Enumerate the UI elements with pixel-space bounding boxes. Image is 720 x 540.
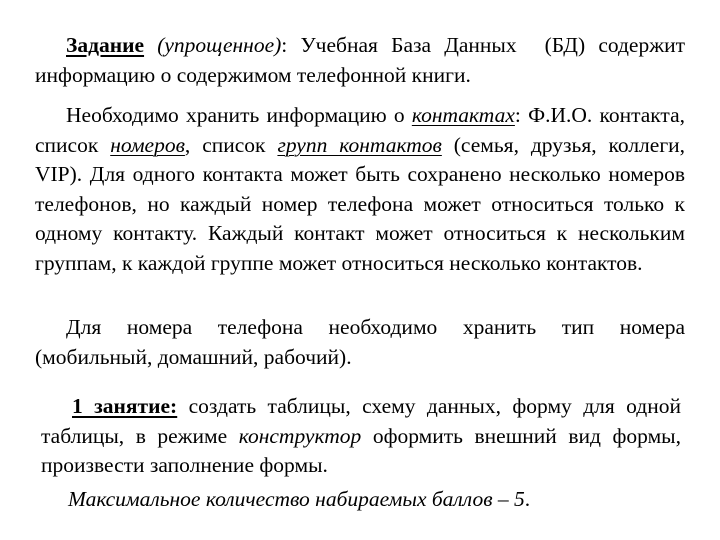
task-subtitle: (упрощенное): [157, 33, 282, 57]
max-score-dash: –: [492, 487, 515, 511]
requirements-paragraph: [35, 101, 685, 278]
task-paragraph: [35, 31, 685, 90]
phone-type-text: Для номера телефона необходимо хранить тип номера (мобильный, домашний, рабочий).: [35, 315, 685, 369]
lesson-paragraph: [41, 392, 681, 481]
phone-type-paragraph: [35, 313, 685, 372]
max-score-value: 5: [514, 487, 525, 511]
task-intro-a: Учебная База Данных: [300, 33, 517, 57]
max-score-line: [68, 485, 688, 515]
req-text-4: (семья, друзья, коллеги, VIP). Для одного контакта может быть сохранено несколько номеров телефонов, но каждый номер телефона может относиться только к одному контакту. Каждый контакт может относиться к нескольким группам, к каждой группе может относиться несколько контактов.: [35, 132, 686, 275]
req-text-1: Необходимо хранить информацию о: [66, 103, 412, 127]
term-constructor: конструктор: [238, 423, 362, 448]
task-intro-b: (БД) содержит информацию о содержимом телефонной книги.: [35, 33, 685, 87]
task-title: Задание: [66, 33, 145, 57]
lesson-text-1: создать таблицы, схему данных, форму для одной таблицы, в режиме: [41, 394, 681, 448]
term-numbers: номеров: [110, 132, 185, 157]
max-score-text: Максимальное количество набираемых баллов: [68, 487, 493, 511]
term-contacts: контактах: [411, 103, 515, 127]
term-contact-groups: групп контактов: [277, 132, 442, 157]
lesson-label: 1 занятие:: [72, 394, 178, 418]
req-text-3: , список: [184, 132, 278, 157]
task-colon: :: [281, 33, 301, 57]
req-text-2: : Ф.И.О. контакта, список: [35, 103, 686, 157]
max-score-period: .: [524, 487, 531, 511]
lesson-text-2: оформить внешний вид формы, произвести заполнение формы.: [41, 423, 681, 477]
